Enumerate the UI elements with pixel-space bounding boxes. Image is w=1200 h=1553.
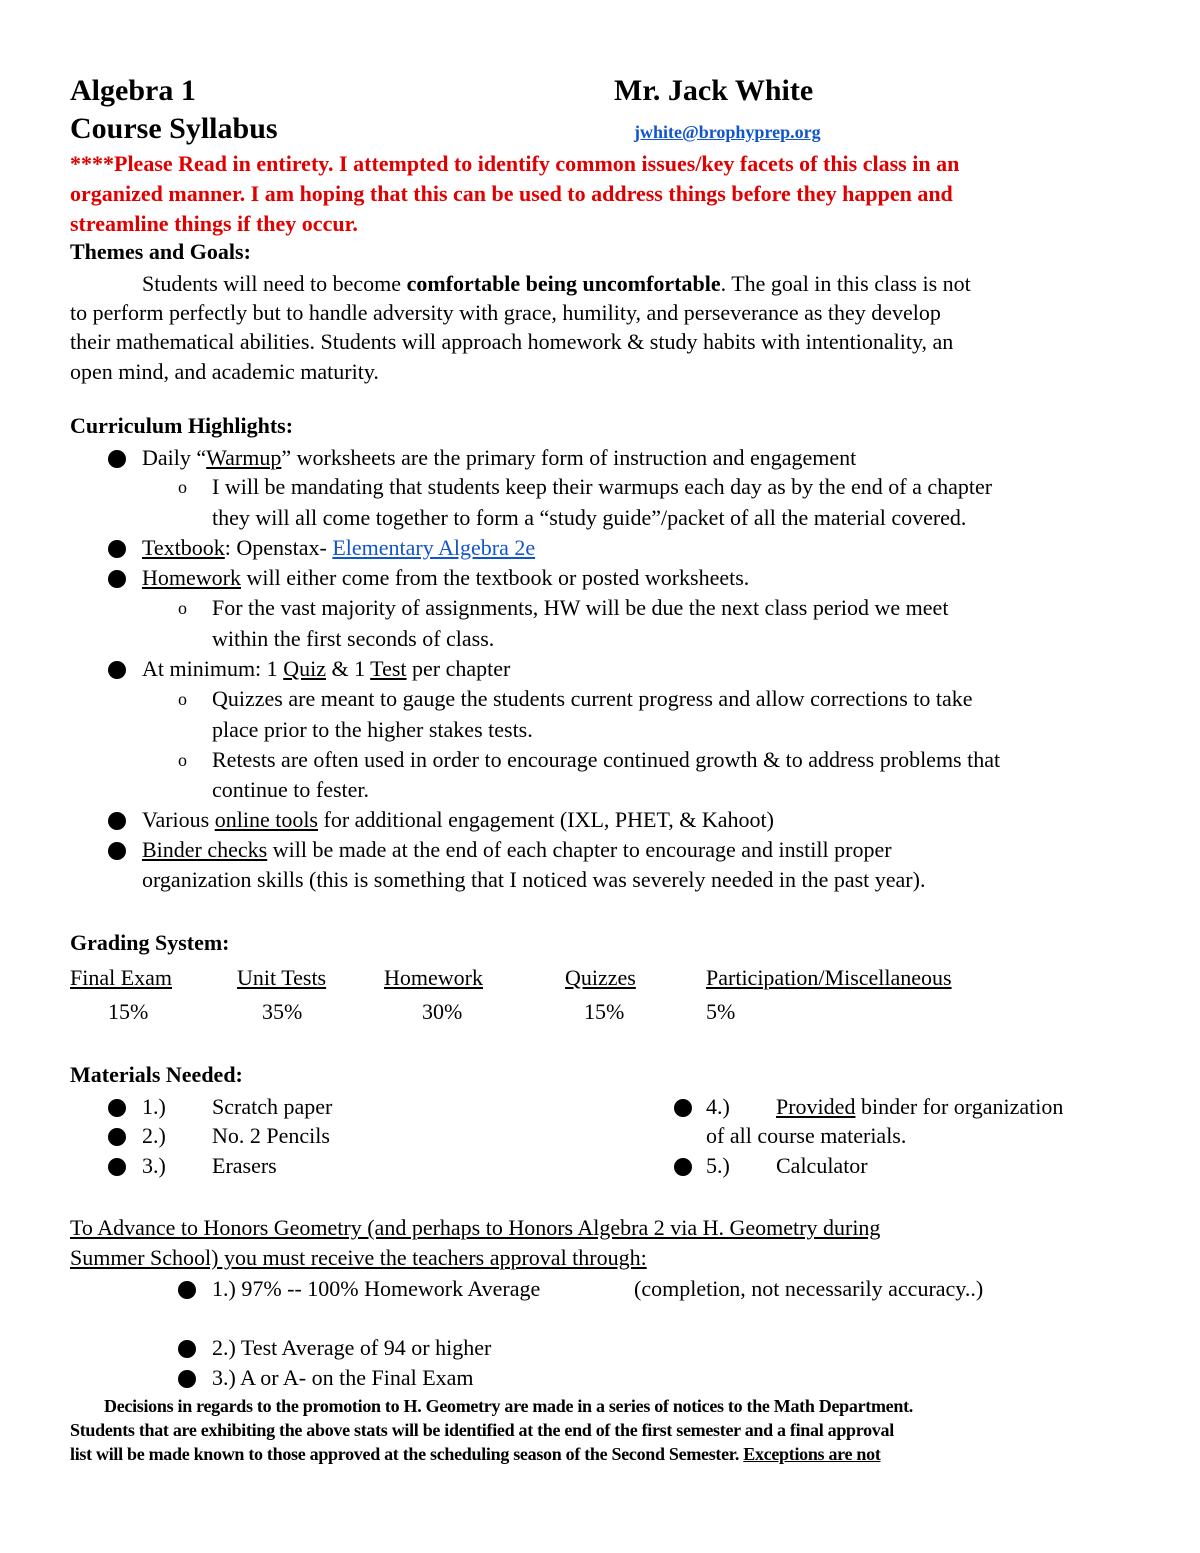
textbook-link[interactable]: Elementary Algebra 2e	[332, 535, 536, 560]
notice-line-2: organized manner. I am hoping that this can be used to address things before they happen and	[70, 181, 953, 206]
material-1-num: 1.)	[142, 1094, 166, 1119]
homework-sub-line-2: within the first seconds of class.	[212, 626, 495, 651]
bullet-icon	[178, 1370, 196, 1388]
materials-heading: Materials Needed:	[70, 1062, 243, 1087]
bullet-icon	[674, 1158, 692, 1176]
bullet-icon	[108, 1128, 126, 1146]
material-5-num: 5.)	[706, 1153, 730, 1178]
bullet-icon	[108, 570, 126, 588]
syllabus-subtitle: Course Syllabus	[70, 112, 278, 145]
warmup-sub-line-1: I will be mandating that students keep their warmups each day as by the end of a chapter	[212, 474, 993, 499]
material-4-num: 4.)	[706, 1094, 730, 1119]
honors-req-1-note: (completion, not necessarily accuracy..)	[634, 1276, 984, 1301]
grade-label-participation: Participation/Miscellaneous	[706, 965, 952, 990]
bullet-icon	[108, 661, 126, 679]
grade-value-final-exam: 15%	[108, 999, 149, 1024]
bullet-icon	[674, 1099, 692, 1117]
quizzes-sub-line-2: place prior to the higher stakes tests.	[212, 717, 533, 742]
sub-bullet-icon: o	[178, 477, 187, 497]
bullet-icon	[108, 842, 126, 860]
material-1-text: Scratch paper	[212, 1094, 333, 1119]
grade-value-quizzes: 15%	[584, 999, 625, 1024]
curriculum-item-assessments: At minimum: 1 Quiz & 1 Test per chapter	[142, 656, 511, 681]
bullet-icon	[178, 1340, 196, 1358]
bullet-icon	[108, 540, 126, 558]
themes-line-2: to perform perfectly but to handle adversity with grace, humility, and perseverance as they develop	[70, 300, 941, 325]
material-5-text: Calculator	[776, 1153, 868, 1178]
grade-label-unit-tests: Unit Tests	[237, 965, 327, 990]
decision-line-3: list will be made known to those approved at the scheduling season of the Second Semester. Exceptions are not	[70, 1444, 881, 1464]
retests-sub-line-1: Retests are often used in order to encourage continued growth & to address problems that	[212, 747, 1001, 772]
honors-heading-line-2: Summer School) you must receive the teachers approval through:	[70, 1245, 647, 1270]
material-2-text: No. 2 Pencils	[212, 1123, 330, 1148]
grade-label-homework: Homework	[384, 965, 483, 990]
themes-line-4: open mind, and academic maturity.	[70, 359, 379, 384]
curriculum-item-online-tools: Various online tools for additional engagement (IXL, PHET, & Kahoot)	[142, 807, 774, 832]
material-4-line-2: of all course materials.	[706, 1123, 907, 1148]
quizzes-sub-line-1: Quizzes are meant to gauge the students current progress and allow corrections to take	[212, 686, 973, 711]
sub-bullet-icon: o	[178, 598, 187, 618]
bullet-icon	[108, 1158, 126, 1176]
grading-heading: Grading System:	[70, 930, 230, 955]
curriculum-item-textbook: Textbook: Openstax- Elementary Algebra 2e	[142, 535, 536, 560]
material-2-num: 2.)	[142, 1123, 166, 1148]
material-3-text: Erasers	[212, 1153, 277, 1178]
grade-value-participation: 5%	[706, 999, 736, 1024]
grade-value-unit-tests: 35%	[262, 999, 303, 1024]
curriculum-item-homework: Homework will either come from the textbook or posted worksheets.	[142, 565, 750, 590]
warmup-sub-line-2: they will all come together to form a “study guide”/packet of all the material covered.	[212, 505, 967, 530]
themes-line-3: their mathematical abilities. Students will approach homework & study habits with intentionality, an	[70, 329, 954, 354]
curriculum-item-binder: Binder checks will be made at the end of each chapter to encourage and instill proper	[142, 837, 892, 862]
notice-line-3: streamline things if they occur.	[70, 211, 358, 236]
themes-line-1: Students will need to become comfortable being uncomfortable. The goal in this class is not	[142, 271, 971, 296]
honors-heading-line-1: To Advance to Honors Geometry (and perhaps to Honors Algebra 2 via H. Geometry during	[70, 1215, 881, 1240]
bullet-icon	[108, 812, 126, 830]
honors-req-1: 1.) 97% -- 100% Homework Average	[212, 1276, 541, 1301]
homework-sub-line-1: For the vast majority of assignments, HW will be due the next class period we meet	[212, 595, 949, 620]
grade-label-quizzes: Quizzes	[565, 965, 636, 990]
retests-sub-line-2: continue to fester.	[212, 777, 370, 802]
honors-req-3: 3.) A or A- on the Final Exam	[212, 1365, 474, 1390]
honors-req-2: 2.) Test Average of 94 or higher	[212, 1335, 492, 1360]
material-4-text: Provided binder for organization	[776, 1094, 1064, 1119]
sub-bullet-icon: o	[178, 750, 187, 770]
course-title: Algebra 1	[70, 74, 196, 107]
curriculum-heading: Curriculum Highlights:	[70, 413, 294, 438]
decision-line-2: Students that are exhibiting the above stats will be identified at the end of the first semester and a final approval	[70, 1420, 894, 1440]
notice-line-1: ****Please Read in entirety. I attempted to identify common issues/key facets of this class in an	[70, 151, 960, 176]
bullet-icon	[178, 1281, 196, 1299]
sub-bullet-icon: o	[178, 689, 187, 709]
binder-line-2: organization skills (this is something that I noticed was severely needed in the past year).	[142, 867, 926, 892]
grade-value-homework: 30%	[422, 999, 463, 1024]
bullet-icon	[108, 1099, 126, 1117]
teacher-email-link[interactable]: jwhite@brophyprep.org	[634, 122, 821, 142]
curriculum-item-warmup: Daily “Warmup” worksheets are the primary form of instruction and engagement	[142, 445, 857, 470]
bullet-icon	[108, 450, 126, 468]
decision-line-1: Decisions in regards to the promotion to H. Geometry are made in a series of notices to the Math Department.	[104, 1396, 913, 1416]
teacher-name: Mr. Jack White	[614, 74, 814, 107]
grade-label-final-exam: Final Exam	[70, 965, 173, 990]
themes-heading: Themes and Goals:	[70, 239, 251, 264]
material-3-num: 3.)	[142, 1153, 166, 1178]
